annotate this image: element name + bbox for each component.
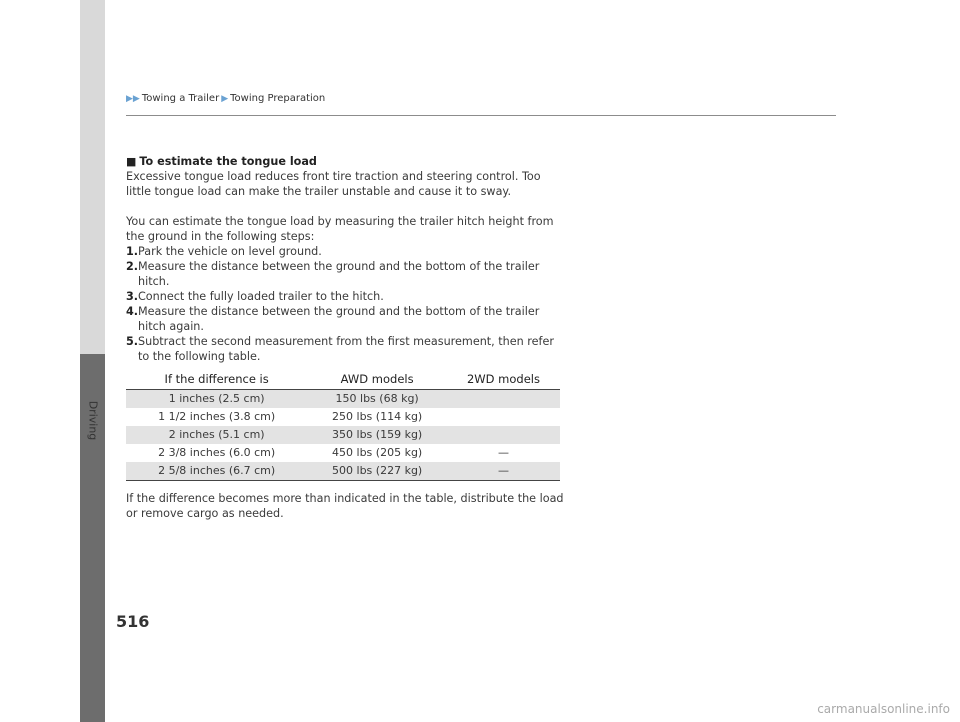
tongue-load-table (126, 371, 560, 481)
closing-paragraph: If the difference becomes more than indicated in the table, distribute the load or remove cargo as needed. (126, 492, 564, 520)
table-row (126, 444, 560, 462)
step-item (126, 289, 566, 304)
table-header-cell: 2WD models (447, 371, 560, 390)
table-cell: 150 lbs (68 kg) (307, 390, 447, 409)
step-item (126, 304, 566, 334)
table-row (126, 462, 560, 481)
table-header-cell: If the difference is (126, 371, 307, 390)
table-cell: — (447, 462, 560, 481)
table-cell: 250 lbs (114 kg) (332, 410, 423, 423)
step-text: Measure the distance between the ground and the bottom of the trailer hitch again. (138, 305, 540, 333)
table-cell (447, 426, 560, 444)
breadcrumb-item-1[interactable]: Towing a Trailer (141, 93, 220, 104)
step-item (126, 244, 566, 259)
step-item (126, 334, 566, 364)
table-cell: 1 1/2 inches (3.8 cm) (158, 410, 276, 423)
breadcrumb (126, 93, 325, 104)
step-number: 5. (126, 335, 139, 348)
step-number: 4. (126, 305, 139, 318)
main-content (126, 154, 566, 521)
table-cell (447, 408, 560, 426)
side-label (76, 390, 110, 450)
step-item (126, 259, 566, 289)
table-cell: 1 inches (2.5 cm) (126, 390, 307, 409)
table-row (126, 426, 560, 444)
breadcrumb-arrow-icon: ▶▶ (126, 93, 140, 104)
side-tab-light (80, 0, 105, 354)
step-text: Subtract the second measurement from the first measurement, then refer to the following table. (138, 335, 554, 363)
table-cell: — (497, 446, 509, 459)
section-heading (126, 154, 566, 169)
section-heading-text: To estimate the tongue load (139, 155, 317, 168)
table-cell: 350 lbs (159 kg) (307, 426, 447, 444)
table-cell: 450 lbs (205 kg) (332, 446, 423, 459)
header-divider (126, 115, 836, 116)
breadcrumb-item-2[interactable]: Towing Preparation (230, 93, 326, 104)
step-text: Measure the distance between the ground and the bottom of the trailer hitch. (138, 260, 540, 288)
step-text: Park the vehicle on level ground. (138, 245, 322, 258)
table-cell (447, 390, 560, 409)
lead-paragraph: You can estimate the tongue load by measuring the trailer hitch height from the ground in the following steps: (126, 215, 554, 243)
square-bullet-icon: ■ (126, 155, 137, 168)
table-header-row (126, 371, 560, 390)
page-number: 516 (116, 612, 150, 631)
side-label-text: Driving (86, 400, 100, 440)
table-row (126, 390, 560, 409)
table-cell: 2 3/8 inches (6.0 cm) (158, 446, 276, 459)
intro-paragraph: Excessive tongue load reduces front tire traction and steering control. Too little tongue load can make the trailer unstable and cause it to sway. (126, 170, 541, 198)
table-header-cell: AWD models (307, 371, 447, 390)
step-number: 2. (126, 260, 139, 273)
breadcrumb-arrow-icon: ▶ (221, 93, 229, 104)
watermark: carmanualsonline.info (817, 702, 950, 716)
table-cell: 2 5/8 inches (6.7 cm) (126, 462, 307, 481)
step-text: Connect the fully loaded trailer to the hitch. (138, 290, 384, 303)
step-number: 3. (126, 290, 139, 303)
table-row (126, 408, 560, 426)
table-cell: 500 lbs (227 kg) (307, 462, 447, 481)
step-number: 1. (126, 245, 139, 258)
table-cell: 2 inches (5.1 cm) (126, 426, 307, 444)
